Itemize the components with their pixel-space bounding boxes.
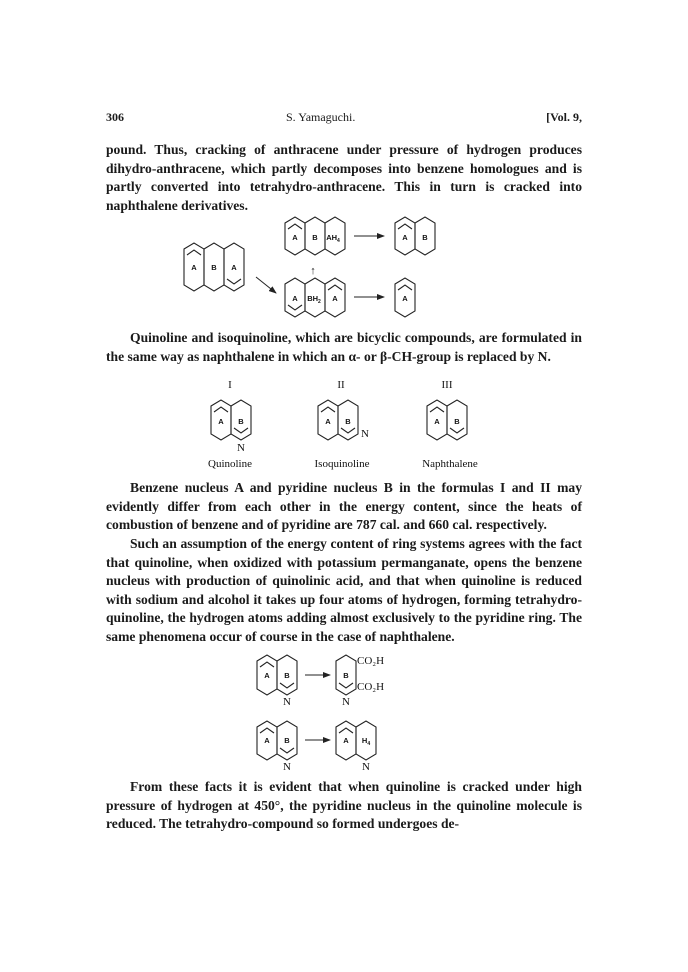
nitrogen-label: N — [283, 696, 291, 708]
author-name: S. Yamaguchi. — [286, 110, 356, 124]
quinoline-structure — [257, 655, 297, 708]
ring-label-b: B — [284, 736, 290, 745]
ring-label-b: B — [284, 671, 290, 680]
quinoline-structure — [257, 721, 297, 773]
caption-naphthalene: Naphthalene — [422, 458, 478, 470]
nitrogen-label: N — [342, 696, 350, 708]
ring-label-a: A — [434, 417, 440, 426]
carboxyl-label: CO₂H — [357, 655, 385, 667]
ring-label-b: B — [312, 233, 318, 242]
ring-label-a: A — [402, 233, 408, 242]
paragraph-4: Such an assumption of the energy content of ring systems agrees with the fact that quinoline, when oxidized with potassium permanganate, opens the benzene nucleus with production of quinolinic acid, and that when quinoline is reduced with sodium and alcohol it takes up four atoms of hydrogen, forming tetrahydro-quinoline, the hydrogen atoms adding almost exclusively to the pyridine ring. The same phenomena occur of course in the case of naphthalene. — [106, 536, 582, 644]
ring-label-a: A — [332, 294, 338, 303]
nitrogen-label: N — [361, 428, 369, 440]
nitrogen-label: N — [237, 442, 245, 454]
paragraph-2: Quinoline and isoquinoline, which are bicyclic compounds, are formulated in the same way as naphthalene in which an α- or β-CH-group is replaced by N. — [106, 330, 582, 364]
carboxyl-label: CO₂H — [357, 681, 385, 693]
ring-label-b: B — [422, 233, 428, 242]
page-number: 306 — [106, 110, 124, 124]
numeral-i: I — [228, 379, 232, 391]
caption-quinoline: Quinoline — [208, 458, 252, 470]
ring-label-a: A — [343, 736, 349, 745]
nitrogen-label: N — [283, 761, 291, 773]
ring-label-a: A — [191, 263, 197, 272]
ring-label-ah4: $AH_4$ — [326, 233, 340, 244]
paragraph-1: pound. Thus, cracking of anthracene under pressure of hydrogen produces dihydro-anthracene, which partly decomposes into benzene homologues and is partly converted into tetrahydro-anthracene. This in turn is cracked into naphthalene derivatives. — [106, 142, 582, 213]
numeral-iii: III — [441, 379, 453, 391]
ring-label-bh2: $BH_2$ — [307, 294, 321, 305]
ring-label-a: A — [325, 417, 331, 426]
ring-label-a: A — [264, 736, 270, 745]
ring-label-h4: $H_4$ — [361, 736, 371, 747]
ring-label-a: A — [264, 671, 270, 680]
ring-label-b: B — [345, 417, 351, 426]
ring-label-b: B — [211, 263, 217, 272]
nitrogen-label: N — [362, 761, 370, 773]
caption-isoquinoline: Isoquinoline — [314, 458, 370, 470]
ring-label-a: A — [402, 294, 408, 303]
ring-label-a: A — [292, 233, 298, 242]
tetrahydroquinoline-structure — [336, 721, 376, 773]
quinolinic-acid-structure — [336, 655, 384, 708]
paragraph-5: From these facts it is evident that when quinoline is cracked under high pressure of hydrogen at 450°, the pyridine nucleus in the quinoline molecule is reduced. The tetrahydro-compound so formed undergoes de- — [106, 779, 582, 832]
volume-label: [Vol. 9, — [546, 110, 582, 124]
paragraph-3: Benzene nucleus A and pyridine nucleus B in the formulas I and II may evidently differ from each other in the energy content, since the heats of combustion of benzene and of pyridine are 787 cal. and 660 cal. respectively. — [106, 480, 582, 533]
numeral-ii: II — [337, 379, 345, 391]
ring-label-a: A — [231, 263, 237, 272]
ring-label-a: A — [292, 294, 298, 303]
ring-label-b: B — [238, 417, 244, 426]
up-arrow: ↑ — [310, 265, 316, 277]
ring-label-b: B — [454, 417, 460, 426]
ring-label-b: B — [343, 671, 349, 680]
ring-label-a: A — [218, 417, 224, 426]
